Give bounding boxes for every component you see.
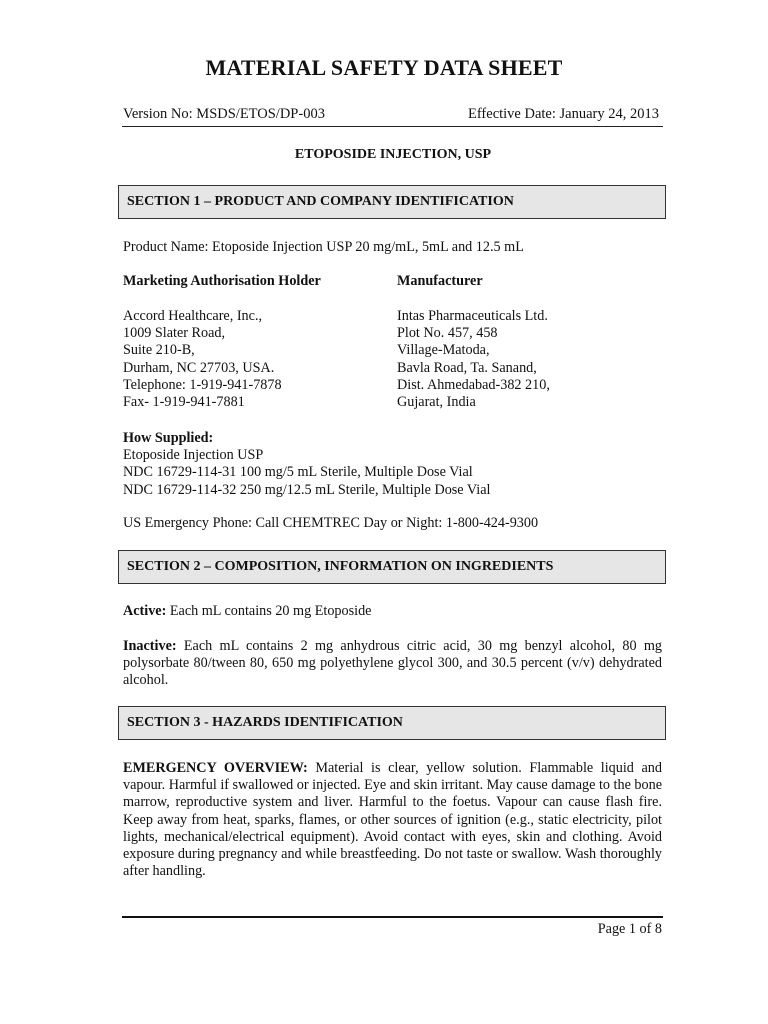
mfr-line: Dist. Ahmedabad-382 210, [397, 376, 550, 393]
how-supplied [123, 430, 663, 499]
section-3-heading: SECTION 3 - HAZARDS IDENTIFICATION [118, 706, 666, 740]
mfr-line: Gujarat, India [397, 394, 476, 411]
overview-label: EMERGENCY OVERVIEW: [123, 760, 308, 776]
active-ingredient [123, 603, 371, 620]
section-1-heading: SECTION 1 – PRODUCT AND COMPANY IDENTIFICATION [118, 185, 666, 219]
mah-line: Durham, NC 27703, USA. [123, 359, 275, 376]
emergency-phone: US Emergency Phone: Call CHEMTREC Day or Night: 1-800-424-9300 [123, 515, 539, 531]
active-text: Each mL contains 20 mg Etoposide [166, 603, 372, 619]
mfr-line: Intas Pharmaceuticals Ltd. [397, 308, 548, 324]
mah-heading: Marketing Authorisation Holder [123, 273, 321, 289]
how-supplied-line: NDC 16729-114-31 100 mg/5 mL Sterile, Multiple Dose Vial [123, 464, 473, 481]
mah-line: Accord Healthcare, Inc., [123, 308, 263, 324]
document-meta [123, 106, 659, 123]
mah-line: Suite 210-B, [123, 342, 195, 359]
manufacturer-address [397, 308, 667, 411]
page-number: Page 1 of 8 [597, 921, 662, 937]
mfr-line: Village-Matoda, [397, 342, 490, 359]
how-supplied-line: NDC 16729-114-32 250 mg/12.5 mL Sterile, Multiple Dose Vial [123, 481, 491, 498]
header-divider [122, 126, 663, 127]
version-number: Version No: MSDS/ETOS/DP-003 [123, 106, 325, 122]
overview-text: Material is clear, yellow solution. Flammable liquid and vapour. Harmful if swallowed or injected. Eye and skin irritant. May cause damage to the bone marrow, reproductive system and liver. Harmful to the foetus. Vapour can cause flash fire. Keep away from heat, sparks, flames, or other sources of ignition (e.g., static electricity, pilot lights, mechanical/electrical equipment). Avoid contact with eyes, skin and clothing. Avoid exposure during pregnancy and while breastfeeding. Do not taste or swallow. Wash thoroughly after handling. [123, 760, 662, 880]
mfr-line: Bavla Road, Ta. Sanand, [397, 359, 537, 376]
inactive-ingredients [123, 638, 662, 690]
inactive-text: Each mL contains 2 mg anhydrous citric acid, 30 mg benzyl alcohol, 80 mg polysorbate 80/tween 80, 650 mg polyethylene glycol 300, and 30.5 percent (v/v) dehydrated alcohol. [123, 638, 662, 689]
how-supplied-heading: How Supplied: [123, 430, 214, 446]
document-title: MATERIAL SAFETY DATA SHEET [205, 55, 563, 80]
how-supplied-line: Etoposide Injection USP [123, 447, 264, 464]
section-2-heading: SECTION 2 – COMPOSITION, INFORMATION ON INGREDIENTS [118, 550, 666, 584]
mah-address [123, 308, 383, 411]
product-title: ETOPOSIDE INJECTION, USP [294, 147, 492, 162]
mah-line: Fax- 1-919-941-7881 [123, 394, 245, 411]
product-name: Product Name: Etoposide Injection USP 20 mg/mL, 5mL and 12.5 mL [123, 239, 524, 255]
footer-divider [122, 916, 663, 918]
mah-line: 1009 Slater Road, [123, 325, 226, 342]
manufacturer-heading: Manufacturer [397, 273, 483, 289]
inactive-label: Inactive: [123, 638, 177, 654]
active-label: Active: [123, 603, 167, 619]
effective-date: Effective Date: January 24, 2013 [468, 106, 659, 122]
mah-line: Telephone: 1-919-941-7878 [123, 376, 282, 393]
mfr-line: Plot No. 457, 458 [397, 325, 498, 342]
emergency-overview [123, 760, 662, 880]
